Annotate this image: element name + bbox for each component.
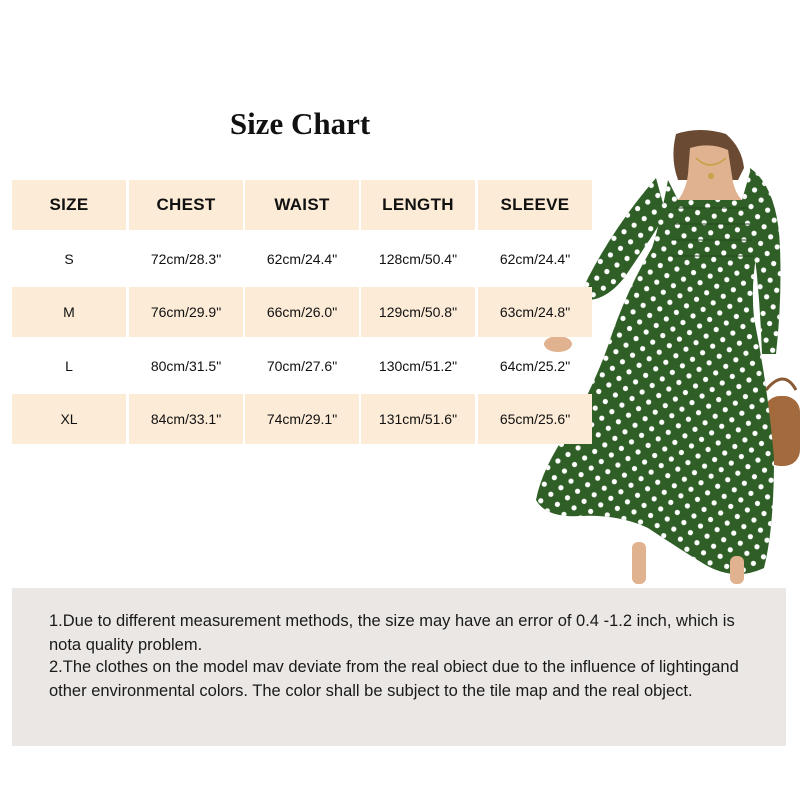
table-cell: M (12, 287, 126, 337)
header-cell: CHEST (129, 180, 243, 230)
table-cell: XL (12, 394, 126, 444)
header-cell: SLEEVE (478, 180, 592, 230)
table-cell: 64cm/25.2" (499, 358, 571, 374)
table-cell: 66cm/26.0" (245, 287, 359, 337)
table-cell: 74cm/29.1" (245, 394, 359, 444)
table-cell: 70cm/27.6" (266, 358, 338, 374)
table-cell: 65cm/25.6" (478, 394, 592, 444)
note-2: 2.The clothes on the model mav deviate from the real obiect due to the influence of lightingand other environmental colors. The color shall be subject to the tile map and the real object. (49, 658, 739, 700)
header-cell: SIZE (12, 180, 126, 230)
table-cell: S (64, 251, 74, 267)
table-cell: 72cm/28.3" (150, 251, 222, 267)
note-1: 1.Due to different measurement methods, the size may have an error of 0.4 -1.2 inch, which is nota quality problem. (49, 612, 735, 654)
table-cell: L (65, 358, 73, 374)
table-cell: 84cm/33.1" (129, 394, 243, 444)
table-cell: 62cm/24.4" (499, 251, 571, 267)
page-title: Size Chart (229, 106, 371, 141)
table-cell: 129cm/50.8" (361, 287, 475, 337)
table-cell: 62cm/24.4" (266, 251, 338, 267)
table-cell: 131cm/51.6" (361, 394, 475, 444)
table-cell: 80cm/31.5" (150, 358, 222, 374)
notes-panel (12, 588, 786, 746)
header-cell: LENGTH (361, 180, 475, 230)
table-cell: 63cm/24.8" (478, 287, 592, 337)
table-cell: 128cm/50.4" (378, 251, 458, 267)
table-cell: 76cm/29.9" (129, 287, 243, 337)
table-cell: 130cm/51.2" (378, 358, 458, 374)
header-cell: WAIST (245, 180, 359, 230)
